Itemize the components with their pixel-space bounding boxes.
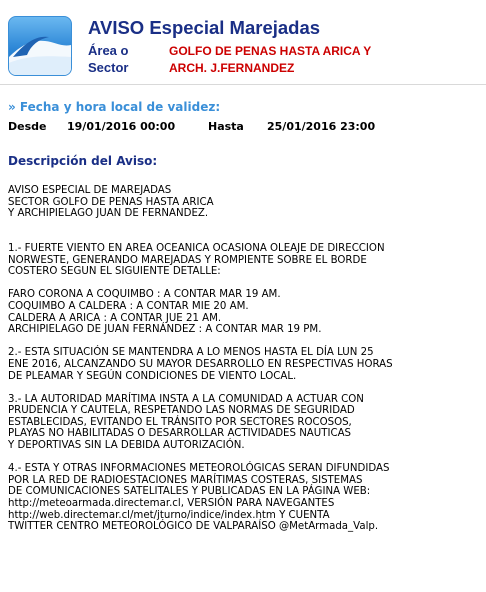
from-label: Desde xyxy=(8,120,47,133)
header-divider xyxy=(0,84,486,85)
area-value-line1: GOLFO DE PENAS HASTA ARICA Y xyxy=(169,44,372,58)
description-text: AVISO ESPECIAL DE MAREJADAS SECTOR GOLFO DE PENAS HASTA ARICA Y ARCHIPIELAGO JUAN DE FERNANDEZ. 1.- FUERTE VIENTO EN AREA OCEANICA OCASIONA OLEAJE DE DIRECCION NORWESTE, GENERANDO MAREJADAS Y ROMPIENTE SOBRE EL BORDE COSTERO SEGUN EL SIGUIENTE DETALLE: FARO CORONA A COQUIMBO : A CONTAR MAR 19 AM. COQUIMBO A CALDERA : A CONTAR MIE 20 AM. CALDERA A ARICA : A CONTAR JUE 21 AM. ARCHIPIELAGO DE JUAN FERNÁNDEZ : A CONTAR MAR 19 PM. 2.- ESTA SITUACIÓN SE MANTENDRA A LO MENOS HASTA EL DÍA LUN 25 ENE 2016, ALCANZANDO SU MAYOR DESARROLLO EN RESPECTIVAS HORAS DE PLEAMAR Y SEGÚN CONDICIONES DE VIENTO LOCAL. 3.- LA AUTORIDAD MARÍTIMA INSTA A LA COMUNIDAD A ACTUAR CON PRUDENCIA Y CAUTELA, RESPETANDO LAS NORMAS DE SEGURIDAD ESTABLECIDAS, EVITANDO EL TRÁNSITO POR SECTORES ROCOSOS, PLAYAS NO HABILITADAS O DESARROLLAR ACTIVIDADES NAUTICAS Y DEPORTIVAS SIN LA DEBIDA AUTORIZACIÓN. 4.- ESTA Y OTRAS INFORMACIONES METEOROLÓGICAS SERAN DIFUNDIDAS POR LA RED DE RADIOESTACIONES MARÍTIMAS COSTERAS, SISTEMAS DE COMUNICACIONES SATELITALES Y PUBLICADAS EN LA PÁGINA WEB: http://meteoarmada.directemar.cl, VERSIÓN PARA NAVEGANTES http://web.directemar.cl/met/jturno/indice/index.htm Y CUENTA TWITTER CENTRO METEOROLÓGICO DE VALPARAÍSO @MetArmada_Valp. xyxy=(8,185,393,533)
sector-label: Sector xyxy=(88,60,129,75)
header xyxy=(0,0,486,84)
area-label: Área o xyxy=(88,43,129,58)
to-value: 25/01/2016 23:00 xyxy=(267,120,376,133)
page-title: AVISO Especial Marejadas xyxy=(88,17,321,38)
area-value-line2: ARCH. J.FERNANDEZ xyxy=(169,61,295,75)
wave-logo-icon xyxy=(8,16,72,76)
to-label: Hasta xyxy=(208,120,244,133)
wave-logo-graphic xyxy=(9,17,71,75)
from-value: 19/01/2016 00:00 xyxy=(67,120,176,133)
description-heading: Descripción del Aviso: xyxy=(8,154,158,168)
validity-heading: » Fecha y hora local de validez: xyxy=(8,100,221,114)
